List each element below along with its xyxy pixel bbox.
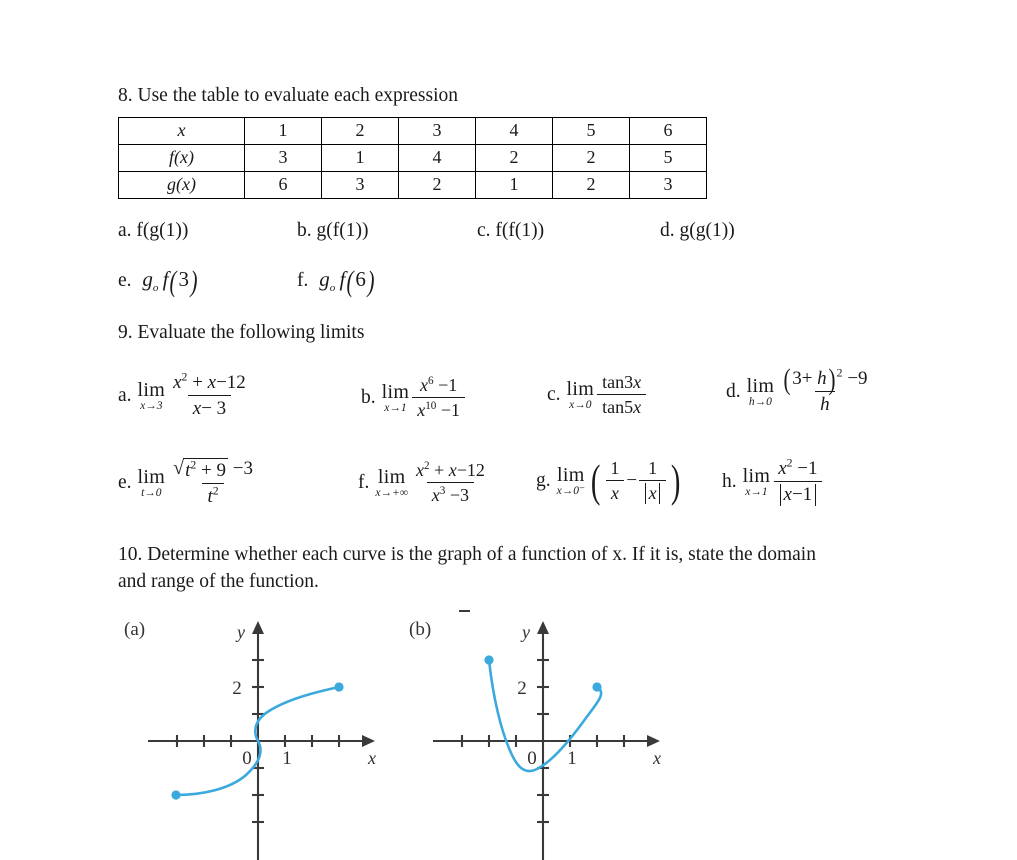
q9-part-g-sub: x→0⁻ [556, 484, 586, 497]
limit-operator [382, 382, 410, 415]
function-value-table [118, 117, 707, 199]
q9-part-b-fraction [412, 375, 465, 421]
q8-part-a-label: a. [118, 220, 132, 241]
q8-part-f-fn2: f [339, 267, 346, 291]
paren-open-icon: ( [590, 454, 601, 506]
q9-part-e-fraction [168, 458, 258, 508]
q9-part-a-numerator: $x^2 + x-12$ [173, 370, 246, 393]
q9-part-d-denominator: h [815, 391, 835, 416]
cell-g-6: 3 [630, 172, 707, 199]
paren-close-icon: ) [828, 363, 836, 397]
q9-part-g-num-2: 1 [648, 458, 658, 478]
graph-b-x-axis-label: x [653, 748, 661, 768]
row-header-fx: f(x) [119, 145, 245, 172]
lim-word: lim [742, 464, 771, 487]
graph-a-svg [130, 612, 395, 860]
limit-operator [138, 380, 166, 413]
square-root-icon: √ $t^2 + 9$ [173, 457, 226, 481]
graph-a-endpoint-left [171, 790, 180, 799]
q8-part-f-compose-op: o [329, 282, 336, 295]
q9-part-g-num-1: 1 [610, 458, 620, 478]
q8-part-b-label: b. [297, 220, 312, 241]
q8-part-f-label: f. [297, 270, 309, 291]
q9-part-b-denominator: $x^{10} -1$ [412, 397, 465, 421]
q9-part-c-fraction [597, 372, 646, 418]
absolute-value-bars: x−1 [780, 484, 816, 506]
cell-f-1: 3 [245, 145, 322, 172]
q9-part-d-fraction [777, 363, 872, 416]
q8-part-e-fn2: f [162, 267, 169, 291]
limit-operator [375, 467, 408, 500]
q9-part-a-denominator: x− 3 [188, 395, 231, 420]
q9-part-a-fraction [168, 372, 251, 420]
q9-part-c-numerator: tan3x [602, 372, 642, 392]
q9-part-b-numerator: $x^6 -1$ [419, 375, 458, 395]
cell-g-1: 6 [245, 172, 322, 199]
q9-part-d-label: d. [726, 381, 741, 403]
lim-word: lim [557, 463, 585, 486]
q9-part-e-numerator: √ $t^2 + 9$ −3 [173, 457, 253, 481]
limit-operator [747, 376, 775, 409]
row-header-gx: g(x) [119, 172, 245, 199]
cell-x-4: 4 [476, 118, 553, 145]
question-9-prompt: 9. Evaluate the following limits [118, 322, 365, 343]
row-header-x: x [119, 118, 245, 145]
cell-g-2: 3 [322, 172, 399, 199]
q9-part-e-sub: t→0 [141, 486, 162, 499]
cell-f-4: 2 [476, 145, 553, 172]
q9-part-f-denominator: $x^3 -3$ [427, 482, 474, 506]
question-8-prompt: 8. Use the table to evaluate each expression [118, 85, 459, 106]
cell-x-1: 1 [245, 118, 322, 145]
limit-operator [138, 467, 166, 500]
q9-part-g-fraction-2 [639, 458, 666, 504]
table-row [119, 145, 707, 172]
graph-a-x-axis-label: x [368, 748, 376, 768]
graph-b [415, 612, 680, 860]
table-row [119, 172, 707, 199]
question-10-prompt-line2: and range of the function. [118, 571, 319, 592]
lim-word: lim [137, 378, 166, 401]
q8-part-d-label: d. [660, 220, 675, 241]
q9-part-f-fraction [411, 460, 490, 506]
paren-close-icon: ) [190, 264, 198, 298]
q9-part-g-label: g. [536, 470, 551, 491]
graph-a [130, 612, 395, 860]
q9-part-g [536, 454, 683, 506]
q9-part-c-label: c. [547, 384, 561, 405]
q9-part-d-sub: h→0 [748, 395, 772, 408]
q8-part-a [118, 217, 188, 244]
graph-b-svg [415, 612, 680, 860]
graph-b-origin-label: 0 [527, 748, 537, 769]
graph-a-origin-label: 0 [242, 748, 252, 769]
absolute-value-bars: x [645, 483, 660, 504]
paren-open-icon: ( [783, 363, 791, 397]
paren-open-icon: ( [169, 264, 177, 298]
q8-part-f-fn1: g [319, 267, 330, 291]
q9-part-c-sub: x→0 [569, 398, 592, 411]
q9-part-c-denominator: tan5x [597, 394, 646, 418]
q8-part-c-expression: f(f(1)) [495, 220, 545, 241]
graph-a-x-tick-label-1: 1 [282, 748, 292, 769]
graph-a-caption: (a) [124, 619, 146, 640]
graph-b-y-tick-label-2: 2 [517, 678, 527, 699]
graph-b-endpoint-left [484, 655, 493, 664]
q8-part-e-label: e. [118, 270, 132, 291]
q8-part-e-arg: 3 [178, 267, 189, 291]
cell-x-5: 5 [553, 118, 630, 145]
q9-part-b-sub: x→1 [384, 401, 407, 414]
q9-part-f [358, 460, 490, 506]
q9-part-e-label: e. [118, 472, 132, 493]
cell-x-3: 3 [399, 118, 476, 145]
q8-part-f [297, 266, 376, 302]
q8-part-e [118, 266, 199, 302]
graph-b-endpoint-right [592, 682, 601, 691]
q9-part-g-den-2 [639, 480, 666, 504]
limit-operator [567, 379, 595, 412]
q9-part-g-den-1: x [606, 480, 624, 504]
q8-part-e-compose-op: o [152, 282, 159, 295]
lim-word: lim [137, 465, 166, 488]
graph-a-x-axis [148, 735, 375, 747]
q8-part-d [660, 217, 735, 244]
q9-part-h-label: h. [722, 471, 737, 492]
q9-part-d [726, 363, 873, 416]
q9-part-h-denominator [774, 481, 822, 506]
graph-a-endpoint-right [334, 682, 343, 691]
q9-part-g-fraction-1 [605, 458, 624, 504]
cell-g-4: 1 [476, 172, 553, 199]
cell-f-5: 2 [553, 145, 630, 172]
q9-part-a-label: a. [118, 385, 132, 406]
question-10-prompt [118, 541, 918, 595]
q9-part-f-sub: x→+∞ [375, 486, 408, 499]
limit-operator [557, 465, 585, 498]
lim-word: lim [746, 374, 775, 397]
limit-operator [743, 466, 771, 499]
cell-f-2: 1 [322, 145, 399, 172]
q9-part-a-sub: x→3 [140, 399, 163, 412]
q9-part-h-sub: x→1 [745, 485, 768, 498]
q9-part-h [722, 458, 823, 506]
cell-g-3: 2 [399, 172, 476, 199]
cell-g-5: 2 [553, 172, 630, 199]
q8-part-b-expression: g(f(1)) [316, 220, 369, 241]
q8-part-c-label: c. [477, 220, 491, 241]
question-10-prompt-line1: 10. Determine whether each curve is the graph of a function of x. If it is, state the domain [118, 544, 816, 565]
q9-part-b-label: b. [361, 387, 376, 408]
graph-b-x-tick-label-1: 1 [567, 748, 577, 769]
q9-part-d-numerator: (3+ h) $^2$ −9 [783, 363, 868, 397]
lim-word: lim [377, 465, 406, 488]
q9-part-b [361, 375, 465, 421]
lim-word: lim [566, 377, 595, 400]
graph-b-x-axis [433, 735, 660, 747]
q9-part-g-minus: − [626, 470, 638, 491]
q8-part-f-arg: 6 [355, 267, 366, 291]
q9-part-c [547, 372, 646, 418]
graph-b-caption: (b) [409, 619, 432, 640]
q9-part-e [118, 458, 258, 508]
q9-part-h-numerator: $x^2 -1$ [778, 456, 818, 479]
q8-part-c [477, 217, 544, 244]
cell-f-3: 4 [399, 145, 476, 172]
q8-part-f-expression [319, 264, 376, 298]
q8-part-e-fn1: g [142, 267, 153, 291]
q9-part-h-fraction [773, 458, 822, 506]
q9-part-f-numerator: $x^2 + x-12$ [415, 460, 485, 480]
paren-open-icon: ( [346, 264, 354, 298]
graph-b-y-axis-label: y [522, 622, 530, 642]
paren-close-icon: ) [367, 264, 375, 298]
paren-close-icon: ) [671, 454, 681, 506]
lim-word: lim [381, 380, 410, 403]
q9-part-f-label: f. [358, 472, 370, 493]
graph-a-y-axis-label: y [237, 622, 245, 642]
q8-part-b [297, 217, 368, 244]
cell-x-2: 2 [322, 118, 399, 145]
graph-b-curve [489, 660, 601, 771]
q8-part-e-expression [142, 264, 199, 298]
q8-part-a-expression: f(g(1)) [136, 220, 189, 241]
cell-f-6: 5 [630, 145, 707, 172]
q9-part-e-denominator: $t^2$ [202, 483, 223, 508]
graph-a-y-tick-label-2: 2 [232, 678, 242, 699]
cell-x-6: 6 [630, 118, 707, 145]
q9-part-a [118, 372, 251, 420]
table-row [119, 118, 707, 145]
q8-part-d-expression: g(g(1)) [679, 220, 735, 241]
